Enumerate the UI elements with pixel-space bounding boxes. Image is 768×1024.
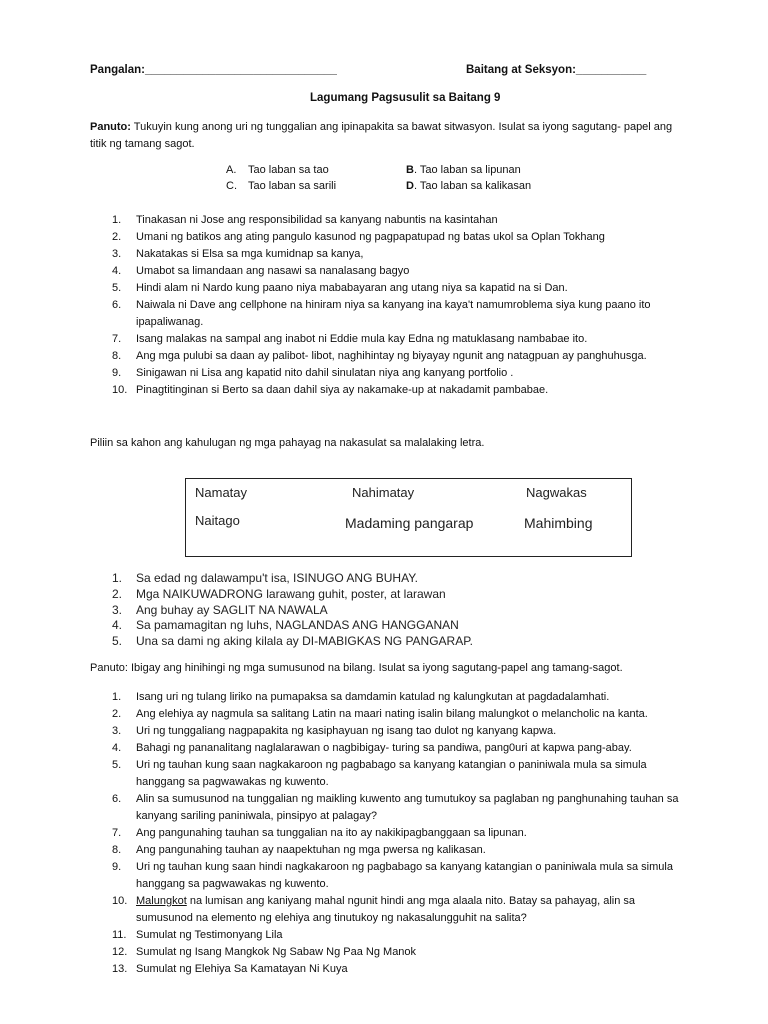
list-item: 2. Mga NAIKUWADRONG larawang guhit, poster, at larawan (112, 586, 446, 601)
section2-list (90, 571, 720, 650)
choice-a (226, 164, 329, 176)
choice-b (406, 164, 521, 176)
page-title: Lagumang Pagsusulit sa Baitang 9 (310, 92, 501, 104)
list-item: 9. Sinigawan ni Lisa ang kapatid nito dahil sinulatan niya ang kanyang portfolio . (112, 367, 514, 379)
choice-letter: A. (226, 164, 237, 176)
list-item: 7. Isang malakas na sampal ang inabot ni Eddie mula kay Edna ng matuklasang nambabae ito. (112, 333, 588, 345)
list-item: 12. Sumulat ng Isang Mangkok Ng Sabaw Ng Paa Ng Manok (112, 946, 417, 958)
name-field (90, 64, 337, 76)
choice-d (406, 180, 531, 192)
section1-list (90, 212, 720, 399)
list-item: 3. Nakatakas si Elsa sa mga kumidnap sa kanya, (112, 248, 364, 260)
name-line: ______________________________ (144, 64, 337, 76)
choice-letter: B (406, 164, 414, 176)
list-item: 8. Ang pangunahing tauhan ay naapektuhan ng mga pwersa ng kalikasan. (112, 844, 486, 856)
section2-instruction: Piliin sa kahon ang kahulugan ng mga pahayag na nakasulat sa malalaking letra. (90, 437, 485, 449)
list-item: 1. Sa edad ng dalawampu't isa, ISINUGO ANG BUHAY. (112, 571, 418, 585)
list-item: 5. Hindi alam ni Nardo kung paano niya mababayaran ang utang niya sa kapatid na si Dan. (112, 282, 568, 294)
choice-c (226, 180, 337, 192)
list-item: hanggang sa pagwawakas ng kuwento. (136, 776, 329, 788)
underlined-word: Malungkot (136, 895, 187, 907)
choice-letter: D (406, 180, 414, 192)
instruction-label: Panuto: (90, 121, 131, 133)
list-item: 11. Sumulat ng Testimonyang Lila (112, 929, 283, 941)
list-item: 5. Una sa dami ng aking kilala ay DI-MABIGKAS NG PANGARAP. (112, 634, 474, 649)
list-item: 10. Malungkot na lumisan ang kaniyang mahal ngunit hindi ang mga alaala nito. Batay sa pahayag, alin sa (112, 895, 636, 907)
list-item: kanyang sariling paniniwala, pinsipyo at palagay? (136, 810, 377, 822)
list-item: 13. Sumulat ng Elehiya Sa Kamatayan Ni Kuya (112, 963, 348, 975)
grade-label: Baitang at Seksyon: (466, 64, 576, 76)
grade-line: ___________ (575, 64, 647, 76)
list-item: 6. Naiwala ni Dave ang cellphone na hiniram niya sa kanyang ina kaya't namumroblema siya kung paano ito (112, 299, 651, 311)
list-item: 1. Tinakasan ni Jose ang responsibilidad sa kanyang nabuntis na kasintahan (112, 214, 498, 226)
box-word: Nahimatay (352, 485, 415, 500)
choice-text: . Tao laban sa kalikasan (413, 180, 532, 192)
name-label: Pangalan: (90, 64, 145, 76)
list-item: 2. Umani ng batikos ang ating pangulo kasunod ng pagpapatupad ng batas ukol sa Oplan Tokhang (112, 231, 605, 243)
box-word: Naitago (195, 513, 240, 528)
list-item: 5. Uri ng tauhan kung saan nagkakaroon ng pagbabago sa kanyang katangian o paniniwala mula sa simula (112, 759, 647, 771)
list-item: 8. Ang mga pulubi sa daan ay palibot- libot, naghihintay ng biyayay ngunit ang natagpuan ay panghuhusga. (112, 350, 647, 362)
box-word: Nagwakas (526, 485, 587, 500)
choice-text: Tao laban sa sarili (248, 180, 337, 192)
instruction-line1: Tukuyin kung anong uri ng tunggalian ang ipinapakita sa bawat sitwasyon. Isulat sa iyong sagutang- papel ang (130, 121, 673, 133)
list-item: 4. Bahagi ng pananalitang naglalarawan o nagbibigay- turing sa pandiwa, pang0uri at kapwa pang-abay. (112, 742, 632, 754)
list-item: 2. Ang elehiya ay nagmula sa salitang Latin na maari nating isalin bilang malungkot o melancholic na kanta. (112, 708, 648, 720)
word-box (185, 478, 632, 557)
list-item: hanggang sa pagwawakas ng kuwento. (136, 878, 329, 890)
list-item: sumusunod na elemento ng elehiya ang tinutukoy ng nakasalungguhit na salita? (136, 912, 527, 924)
section3-instruction: Panuto: Ibigay ang hinihingi ng mga sumusunod na bilang. Isulat sa iyong sagutang-papel ang tamang-sagot. (90, 662, 623, 674)
section3-list (90, 689, 720, 978)
list-item: 4. Sa pamamagitan ng luhs, NAGLANDAS ANG HANGGANAN (112, 618, 459, 633)
list-item: 3. Uri ng tunggaliang nagpapakita ng kasiphayuan ng isang tao dulot ng kanyang kapwa. (112, 725, 557, 737)
list-item: 6. Alin sa sumusunod na tunggalian ng maikling kuwento ang tumutukoy sa paglaban ng panghunahing tauhan sa (112, 793, 679, 805)
list-item: 7. Ang pangunahing tauhan sa tunggalian na ito ay nakikipagbanggaan sa lipunan. (112, 827, 527, 839)
list-item: 9. Uri ng tauhan kung saan hindi nagkakaroon ng pagbabago sa kanyang katangian o paniniwala mula sa simula (112, 861, 673, 873)
list-item: 10. Pinagtitinginan si Berto sa daan dahil siya ay nakamake-up at nakadamit pambabae. (112, 384, 549, 396)
instruction-line2: titik ng tamang sagot. (90, 138, 195, 150)
list-item: 3. Ang buhay ay SAGLIT NA NAWALA (112, 602, 328, 617)
list-item: 1. Isang uri ng tulang liriko na pumapaksa sa damdamin katulad ng kalungkutan at pagdadalamhati. (112, 691, 610, 703)
choice-letter: C. (226, 180, 237, 192)
list-item: 4. Umabot sa limandaan ang nasawi sa nanalasang bagyo (112, 265, 410, 277)
box-word: Madaming pangarap (345, 515, 474, 531)
choice-text: . Tao laban sa lipunan (413, 164, 521, 176)
grade-section-field (466, 64, 646, 76)
choice-text: Tao laban sa tao (248, 164, 329, 176)
box-word: Mahimbing (524, 515, 593, 531)
list-item: ipapaliwanag. (136, 316, 204, 328)
section1-instruction (90, 119, 730, 153)
box-word: Namatay (195, 485, 248, 500)
